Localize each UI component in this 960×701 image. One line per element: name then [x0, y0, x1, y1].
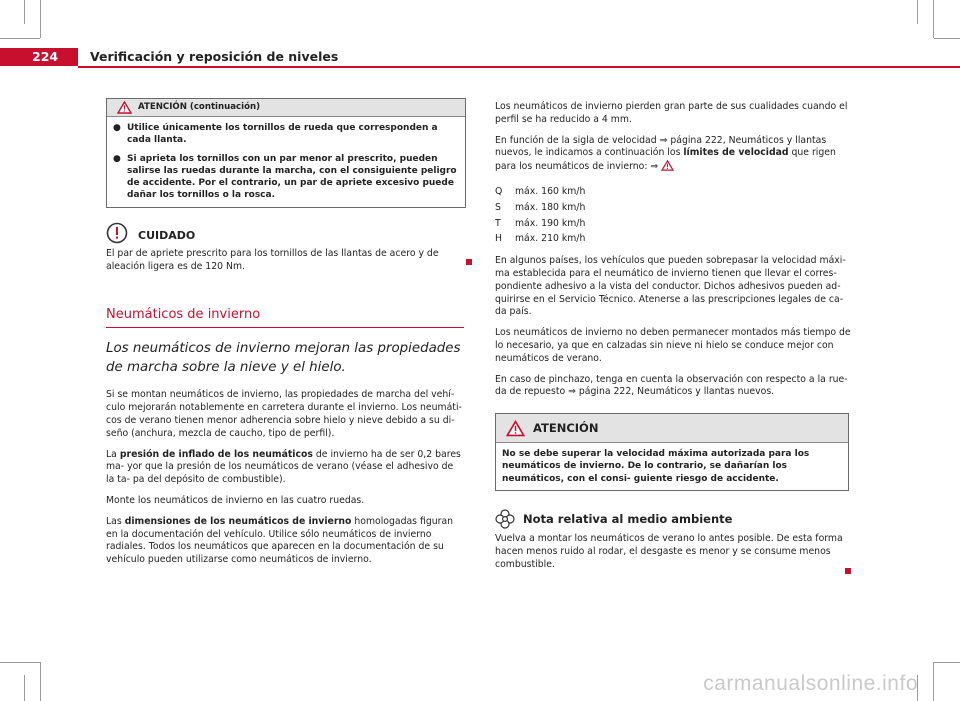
page-number: 224: [0, 48, 78, 66]
attention-title: ATENCIÓN: [533, 420, 599, 435]
warning-icon: [661, 160, 674, 176]
paragraph: En función de la sigla de velocidad ⇒ página 222, Neumáticos y llantas nuevos, le indicamos a continuación los límites de velocidad que rigen para los neumáticos de invierno: ⇒: [495, 135, 853, 176]
list-item: S máx. 180 km/h: [495, 201, 586, 213]
warning-icon: [506, 420, 525, 437]
list-item-text: Si aprieta los tornillos con un par menor al prescrito, pueden salirse las ruedas durante la marcha, con el consiguiente peligro de accidente. Por el contrario, un par de apriete excesivo puede dañar los tornillos o la rosca.: [127, 153, 457, 201]
list-item: H máx. 210 km/h: [495, 233, 586, 245]
caution-note: [106, 222, 464, 274]
warning-icon: [117, 101, 132, 114]
speed-limits-list: [495, 184, 853, 247]
environment-note-title: Nota relativa al medio ambiente: [523, 511, 733, 526]
bold-term: presión de inflado de los neumáticos: [119, 448, 313, 460]
paragraph: Las dimensiones de los neumáticos de invierno homologadas figuran en la documentación del vehículo. Utilice sólo neumáticos de invierno radiales. Todos los neumáticos que aparecen en la documentación de su vehículo pueden utilizarse como neumáticos de invierno.: [106, 515, 454, 566]
attention-continued-header: [107, 99, 465, 117]
paragraph: Los neumáticos de invierno no deben permanecer montados más tiempo de lo necesario, ya que en calzadas sin nieve ni hielo se conduce mejor con neumáticos de verano.: [495, 327, 851, 364]
list-item: [113, 122, 459, 147]
list-item: [113, 153, 459, 202]
environment-note-text: Vuelva a montar los neumáticos de verano lo antes posible. De esta forma hacen menos ruido al rodar, el desgaste es menor y se consume menos combustible.: [495, 533, 843, 570]
attention-continued-title: ATENCIÓN (continuación): [138, 102, 261, 113]
section-end-mark: [845, 568, 851, 574]
environment-note-header: [495, 509, 853, 529]
header-rule: [78, 66, 960, 68]
paragraph: La presión de inflado de los neumáticos de invierno ha de ser 0,2 bares ma- yor que la presión de los neumáticos de verano (véase el adhesivo de la ta- pa del depósito de combustible).: [106, 448, 461, 486]
paragraph: Si se montan neumáticos de invierno, las propiedades de marcha del vehí- culo mejorarán notablemente en carretera durante el invierno. Los neumáti- cos de verano tienen menor adherencia sobre hielo y nieve debido a su di- seño (anchura, mezcla de caucho, tipo de perfil).: [106, 389, 462, 439]
attention-box: [495, 413, 849, 491]
paragraph: Los neumáticos de invierno pierden gran parte de sus cualidades cuando el perfil se ha reducido a 4 mm.: [495, 101, 848, 125]
caution-header: [106, 222, 464, 244]
caution-icon: [106, 222, 128, 244]
bold-term: dimensiones de los neumáticos de invierno: [124, 515, 352, 527]
attention-continued-body: [107, 117, 465, 207]
bullet-icon: ●: [113, 153, 121, 164]
environment-note: [495, 509, 853, 571]
caution-text: El par de apriete prescrito para los tornillos de las llantas de acero y de aleación ligera es de 120 Nm.: [106, 247, 439, 272]
list-item: T máx. 190 km/h: [495, 217, 586, 229]
flower-icon: [495, 509, 515, 529]
section-end-mark: [466, 259, 472, 265]
left-column: [106, 98, 464, 575]
section-subtitle: Los neumáticos de invierno mejoran las propiedades de marcha sobre la nieve y el hielo.: [106, 341, 461, 376]
paragraph: Monte los neumáticos de invierno en las cuatro ruedas.: [106, 494, 365, 506]
paragraph: En caso de pinchazo, tenga en cuenta la observación con respecto a la rue- da de repuesto ⇒ página 222, Neumáticos y llantas nuevos.: [495, 373, 848, 398]
section-header: [106, 307, 464, 328]
bold-term: límites de velocidad: [683, 147, 789, 159]
section-rule: [106, 327, 464, 328]
attention-header: [496, 414, 848, 443]
list-item: Q máx. 160 km/h: [495, 185, 586, 197]
right-column: [495, 101, 853, 579]
page-title: Verificación y reposición de niveles: [90, 49, 339, 64]
section-title: Neumáticos de invierno: [106, 307, 261, 323]
caution-title: CUIDADO: [138, 229, 196, 243]
watermark: carmanualsonline.info: [703, 672, 918, 695]
bullet-icon: ●: [113, 123, 121, 133]
list-item-text: Utilice únicamente los tornillos de rueda que corresponden a cada llanta.: [127, 123, 438, 146]
paragraph: En algunos países, los vehículos que pueden sobrepasar la velocidad máxi- ma establecida para el neumático de invierno tienen que llevar el corres- pondiente adhesivo a la vista del conductor. Dichos adhesivos pueden ad- quirirse en el Servicio Técnico. Atenerse a las prescripciones legales de ca- da país.: [495, 255, 846, 318]
attention-continued-box: [106, 98, 466, 208]
attention-body: No se debe superar la velocidad máxima autorizada para los neumáticos de invierno. De lo contrario, se dañarían los neumáticos, con el consi- guiente riesgo de accidente.: [502, 449, 810, 484]
